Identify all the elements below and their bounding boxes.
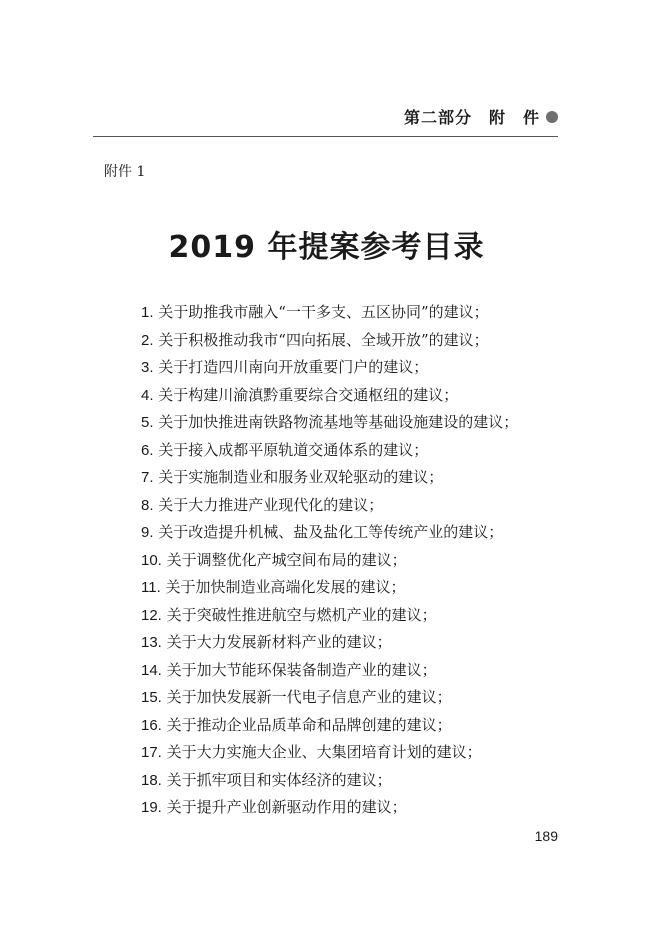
item-text: 关于提升产业创新驱动作用的建议； [166,798,407,816]
list-item [141,629,518,657]
list-item [141,739,518,767]
item-number: 9. [141,524,154,541]
item-number: 3. [141,359,154,376]
attachment-label: 附件 1 [104,164,146,180]
list-item [141,712,518,740]
item-number: 10. [141,551,162,569]
item-number: 17. [141,744,162,761]
header-bullet-icon [546,111,558,123]
item-number: 7. [141,469,154,486]
proposal-list [141,299,518,822]
header-section-title: 第二部分 附 件 [403,108,540,127]
item-text: 关于接入成都平原轨道交通体系的建议； [158,440,429,459]
list-item [141,547,518,575]
list-item [141,767,518,795]
item-number: 1. [141,304,154,321]
item-text: 关于大力发展新材料产业的建议； [166,633,392,651]
list-item [141,354,518,382]
item-text: 关于加快制造业高端化发展的建议； [165,578,406,596]
item-number: 11. [141,579,161,596]
list-item [141,519,518,547]
item-text: 关于加大节能环保装备制造产业的建议； [166,660,437,679]
item-text: 关于助推我市融入“一干多支、五区协同”的建议； [158,303,489,321]
item-text: 关于推动企业品质革命和品牌创建的建议； [166,715,452,734]
list-item [141,684,518,712]
list-item [141,409,518,437]
list-item [141,327,518,355]
page-title: 2019 年提案参考目录 [168,230,485,265]
item-text: 关于调整优化产城空间布局的建议； [166,550,407,569]
item-text: 关于大力实施大企业、大集团培育计划的建议； [166,743,482,761]
list-item [141,574,518,602]
item-text: 关于突破性推进航空与燃机产业的建议； [166,605,437,624]
item-text: 关于打造四川南向开放重要门户的建议； [158,358,429,376]
item-number: 8. [141,496,154,514]
item-number: 12. [141,606,162,624]
item-text: 关于抓牢项目和实体经济的建议； [166,770,392,789]
item-number: 15. [141,689,162,706]
list-item [141,382,518,410]
list-item [141,299,518,327]
item-text: 关于积极推动我市“四向拓展、全域开放”的建议； [158,330,489,349]
item-number: 19. [141,799,162,816]
item-text: 关于实施制造业和服务业双轮驱动的建议； [158,468,444,486]
item-number: 18. [141,771,162,789]
item-text: 关于加快发展新一代电子信息产业的建议； [166,688,452,706]
list-item [141,464,518,492]
list-item [141,657,518,685]
item-number: 14. [141,661,162,679]
item-number: 6. [141,441,154,459]
list-item [141,437,518,465]
item-text: 关于大力推进产业现代化的建议； [158,495,384,514]
page-number: 189 [534,828,558,844]
list-item [141,602,518,630]
item-number: 16. [141,716,162,734]
header-divider [93,136,558,137]
list-item [141,794,518,822]
item-number: 5. [141,414,154,431]
running-header [404,105,558,128]
item-text: 关于加快推进南铁路物流基地等基础设施建设的建议； [158,413,519,431]
item-number: 2. [141,331,154,349]
item-number: 13. [141,634,162,651]
item-text: 关于构建川渝滇黔重要综合交通枢纽的建议； [158,385,459,404]
list-item [141,492,518,520]
item-number: 4. [141,386,154,404]
item-text: 关于改造提升机械、盐及盐化工等传统产业的建议； [158,523,504,541]
